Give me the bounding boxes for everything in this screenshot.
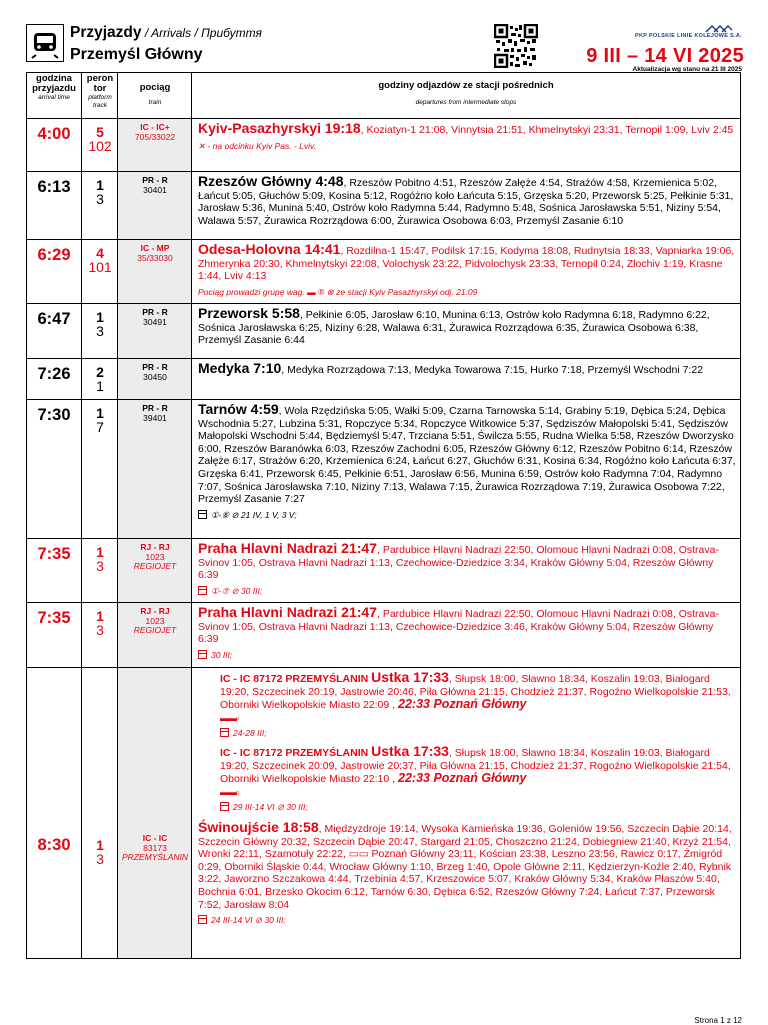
coach-icon: ▬▬▫ <box>220 712 239 723</box>
table-row <box>27 603 740 668</box>
platform-cell <box>81 539 118 602</box>
train-category: PR - R <box>142 403 168 413</box>
track-number: 1 <box>96 378 104 394</box>
row-note-text: ✕ - na odcinku Kyiv Pas. - Lviv. <box>198 140 316 151</box>
route-description <box>192 119 740 154</box>
route-cell <box>191 400 740 538</box>
train-cell <box>117 359 192 399</box>
desc-header-sub: departures from intermediate stops <box>415 99 517 106</box>
row-note <box>198 649 736 662</box>
arrival-time: 7:35 <box>37 609 71 627</box>
arrival-time-cell <box>27 539 81 602</box>
connecting-train-stops: , Słupsk 18:00, Sławno 18:34, Koszalin 19:03, Białogard 19:20, Szczecinek 20:09, Jastrowie 20:37, Piła Główna 21:15, Chodzież 21:37, Rogoźno Wielkopolskie 21:54, Oborniki Wielkopolskie Miasto 22:10 , <box>220 746 731 786</box>
calendar-icon <box>198 510 207 519</box>
row-note-text: 30 III; <box>211 649 233 660</box>
row-note <box>198 509 736 522</box>
route-description <box>192 400 740 523</box>
origin-station: Medyka 7:10 <box>198 360 282 376</box>
train-icon <box>26 24 64 62</box>
train-number: 30450 <box>143 371 167 382</box>
train-name: PRZEMYŚLANIN <box>121 852 189 862</box>
connecting-train-head: IC - IC 87172 PRZEMYŚLANIN <box>220 673 372 685</box>
origin-station: Rzeszów Główny 4:48 <box>198 173 344 189</box>
train-category: PR - R <box>142 175 168 185</box>
origin-station: Świnoujście 18:58 <box>198 818 319 835</box>
train-cell <box>117 400 192 538</box>
train-number: 35/33030 <box>137 252 173 263</box>
row-note <box>198 140 736 153</box>
train-number: 83173 <box>143 842 167 853</box>
train-info <box>118 240 192 263</box>
table-row <box>27 400 740 539</box>
intermediate-stops: , Rozdilna-1 15:47, Podilsk 17:15, Kodyma 18:08, Rudnytsia 18:33, Vapniarka 19:06, Zhmerynka 20:30, Khmelnytskyi 22:08, Volochysk 23:22, Pidvolochysk 23:33, Ternopil 0:24, Zlochiv 1:19, Krasne 1:44, Lviv 4:13 <box>198 245 735 283</box>
table-row <box>27 304 740 359</box>
train-cell <box>117 304 192 358</box>
arrival-time: 4:00 <box>37 125 71 143</box>
train-category: RJ - RJ <box>140 606 170 616</box>
train-category: RJ - RJ <box>140 542 170 552</box>
route-cell <box>191 119 740 171</box>
arrival-time: 6:29 <box>37 246 71 264</box>
origin-station: Przeworsk 5:58 <box>198 305 300 321</box>
train-cell <box>117 119 192 171</box>
desc-header-label: godziny odjazdów ze stacji pośrednich <box>378 80 554 91</box>
route-description <box>192 359 740 379</box>
train-number: 39401 <box>143 412 167 423</box>
platform-header-label: peron tor <box>86 73 114 94</box>
intermediate-stops: , Pardubice Hlavni Nadrazi 22:50, Olomouc Hlavni Nadrazi 0:08, Ostrava-Svinov 1:05, Ostrava Hlavni Nadrazi 1:13, Czechowice-Dziedzice 3:46, Kraków Główny 5:04, Rzeszów Główny 6:39 <box>198 608 719 646</box>
table-row <box>27 359 740 400</box>
calendar-icon <box>220 802 229 811</box>
arrival-time-cell <box>27 668 81 958</box>
coach-icon: ▬▬▫ <box>220 786 239 797</box>
origin-station: Praha Hlavni Nadrazi 21:47 <box>198 604 377 620</box>
arrival-time-cell <box>27 240 81 303</box>
calendar-icon <box>198 586 207 595</box>
connecting-train-head: IC - IC 87172 PRZEMYŚLANIN <box>220 746 372 759</box>
origin-station: Kyiv-Pasazhyrskyi 19:18 <box>198 120 361 136</box>
train-header-label: pociąg <box>139 82 171 93</box>
train-category: PR - R <box>142 362 168 372</box>
row-note-text: Pociąg prowadzi grupę wag. ▬ ® ⊗ ze stacji Kyiv Pasazhyrskyi odj. 21:09 <box>198 286 478 297</box>
arrival-time-cell <box>27 400 81 538</box>
platform-cell <box>81 603 118 667</box>
arrival-time: 7:35 <box>37 545 71 563</box>
train-info <box>118 668 192 863</box>
platform-number: 1 <box>96 177 104 193</box>
calendar-icon <box>198 650 207 659</box>
platform-number: 1 <box>96 309 104 325</box>
platform-cell <box>81 119 118 171</box>
track-number: 3 <box>96 191 104 207</box>
arrival-time: 7:26 <box>37 365 71 383</box>
header-departures <box>191 73 740 118</box>
origin-station: Odesa-Holovna 14:41 <box>198 241 341 257</box>
update-note: Aktualizacja wg stanu na 21 III 2025 <box>632 66 742 73</box>
calendar-icon <box>198 915 207 924</box>
table-header <box>27 73 740 119</box>
route-description <box>192 304 740 349</box>
platform-cell <box>81 240 118 303</box>
train-info <box>118 172 192 195</box>
platform-track <box>82 240 118 274</box>
train-cell <box>117 603 192 667</box>
table-row <box>27 240 740 304</box>
arrival-time-cell <box>27 119 81 171</box>
row-note <box>220 801 736 814</box>
train-number: 30401 <box>143 184 167 195</box>
platform-header-sub: platform track <box>88 94 112 109</box>
train-cell <box>117 172 192 239</box>
station-name: Przemyśl Główny <box>70 46 203 63</box>
connecting-train-sub1 <box>198 670 736 740</box>
table-row <box>27 119 740 172</box>
platform-cell <box>81 400 118 538</box>
train-category: PR - R <box>142 307 168 317</box>
route-description <box>192 240 740 300</box>
platform-number: 1 <box>96 405 104 421</box>
track-number: 3 <box>96 622 104 638</box>
row-note <box>220 727 736 740</box>
arrivals-table <box>26 72 741 959</box>
route-cell <box>191 240 740 303</box>
train-info <box>118 119 192 142</box>
platform-number: 1 <box>96 837 104 853</box>
row-note <box>198 585 736 598</box>
intermediate-stops: , Wola Rzędzińska 5:05, Wałki 5:09, Czarna Tarnowska 5:14, Grabiny 5:19, Dębica 5:24, Dębica Wschodnia 5:27, Lubzina 5:31, Ropczyce 5:34, Ropczyce Witkowice 5:37, Sędziszów Małopolski 5:41, Sędziszów Małopolski Wschodni 5:44, Będziemyśl 5:47, Trzciana 5:51, Świlcza 5:55, Rudna Wielka 5:58, Rzeszów Dworzysko 6:00, Rzeszów Baranówka 6:03, Rzeszów Zachodni 6:05, Rzeszów Główny 6:12, Rzeszów Pobitno 6:14, Rzeszów Załęże 6:17, Strażów 6:20, Krzemienica 6:24, Łańcut 6:27, Głuchów 6:31, Kosina 6:34, Rogóżno koło Łańcuta 6:37, Grzęska 6:41, Przeworsk 6:45, Pełkinie 6:51, Jarosław 6:56, Munina 6:59, Ostrów koło Radymna 7:04, Radymno 7:07, Sośnica Jarosławska 7:10, Niziny 7:13, Walawa 7:15, Żurawica Rozrządowa 7:19, Żurawica Osobowa 7:22, Przemyśl Zasanie 7:27 <box>198 405 736 506</box>
time-header-sub: arrival time <box>38 94 70 101</box>
train-number: 705/33022 <box>134 131 176 142</box>
route-cell <box>191 304 740 358</box>
train-name: REGIOJET <box>133 625 177 635</box>
train-number: 1023 <box>145 551 165 562</box>
table-row <box>27 539 740 603</box>
platform-number: 2 <box>96 364 104 380</box>
track-number: 3 <box>96 558 104 574</box>
validity-period: 9 III – 14 VI 2025 <box>586 45 744 67</box>
intermediate-stops: , Rzeszów Pobitno 4:51, Rzeszów Załęże 4:54, Strażów 4:58, Krzemienica 5:02, Łańcut 5:05, Głuchów 5:09, Kosina 5:12, Rogóżno koło Łańcuta 5:15, Grzęska 5:20, Przeworsk 5:25, Pełkinie 5:31, Jarosław 5:36, Munina 5:40, Ostrów koło Radymna 5:44, Radymno 5:48, Sośnica Jarosławska 5:51, Niziny 5:54, Walawa 5:57, Żurawica Rozrządowa 6:00, Żurawica Osobowa 6:03, Przemyśl Zasanie 6:10 <box>198 177 734 227</box>
origin-station: Tarnów 4:59 <box>198 401 279 417</box>
track-number: 3 <box>96 323 104 339</box>
train-category: IC - MP <box>140 243 170 253</box>
carrier-name: PKP POLSKIE LINIE KOLEJOWE S.A. <box>635 33 742 39</box>
arrival-time-cell <box>27 359 81 399</box>
train-cell <box>117 539 192 602</box>
row-note-text: 24 III-14 VI ⊘ 30 III; <box>211 915 286 926</box>
train-number: 30491 <box>143 316 167 327</box>
row-note-text: ①-⑥ ⊘ 21 IV, 1 V, 3 V; <box>211 509 297 520</box>
train-name: REGIOJET <box>133 561 177 571</box>
table-row <box>27 172 740 240</box>
through-train-route <box>198 820 736 927</box>
time-header-label: godzina przyjazdu <box>32 73 76 94</box>
platform-track <box>82 539 118 573</box>
connecting-train-origin: Ustka 17:33 <box>371 669 449 685</box>
table-row <box>27 668 740 958</box>
platform-cell <box>81 172 118 239</box>
arrival-time-cell <box>27 172 81 239</box>
platform-track <box>82 603 118 637</box>
route-cell <box>191 539 740 602</box>
train-info <box>118 304 192 327</box>
intermediate-stops: , Pardubice Hlavni Nadrazi 22:50, Olomouc Hlavni Nadrazi 0:08, Ostrava-Svinov 1:05, Ostrava Hlavni Nadrazi 1:13, Czechowice-Dziedzice 3:34, Kraków Główny 5:04, Rzeszów Główny 6:39 <box>198 544 719 582</box>
platform-cell <box>81 359 118 399</box>
route-cell <box>191 603 740 667</box>
arrival-time-cell <box>27 603 81 667</box>
header-train <box>117 73 192 118</box>
route-cell <box>191 172 740 239</box>
arrival-time-cell <box>27 304 81 358</box>
platform-track <box>82 172 118 206</box>
train-cell <box>117 668 192 958</box>
platform-track <box>82 359 118 393</box>
page-title <box>70 24 262 42</box>
train-category: IC - IC+ <box>140 122 170 132</box>
header-platform <box>81 73 118 118</box>
connecting-train-sub2 <box>198 744 736 814</box>
intermediate-stops: , Medyka Rozrządowa 7:13, Medyka Towarowa 7:15, Hurko 7:18, Przemyśl Wschodni 7:22 <box>281 364 704 376</box>
qr-code-icon[interactable] <box>494 24 538 68</box>
track-number: 101 <box>88 259 112 275</box>
title-text: Przyjazdy <box>70 24 142 41</box>
route-description <box>192 172 740 229</box>
row-note <box>198 914 736 927</box>
origin-station: Praha Hlavni Nadrazi 21:47 <box>198 540 377 556</box>
platform-track <box>82 400 118 434</box>
row-note <box>198 286 736 299</box>
arrival-time: 6:13 <box>37 178 71 196</box>
train-cell <box>117 240 192 303</box>
row-note-text: 29 III-14 VI ⊘ 30 III; <box>233 802 308 813</box>
platform-track <box>82 304 118 338</box>
train-info <box>118 539 192 572</box>
page-number: Strona 1 z 12 <box>694 1016 742 1025</box>
intermediate-stops: , Międzyzdroje 19:14, Wysoka Kamieńska 19:36, Goleniów 19:56, Szczecin Dąbie 20:14, Szczecin Główny 20:32, Szczecin Dąbie 20:47, Stargard 21:05, Choszczno 21:24, Dobiegniew 21:40, Krzyż 21:54, Wronki 22:11, Szamotuły 22:22, ▭▭ Poznań Główny 23:11, Kościan 23:38, Leszno 23:56, Rawicz 0:17, Żmigród 0:29, Oborniki Śląskie 0:44, Wrocław Główny 1:10, Brzeg 1:40, Opole Główne 2:11, Kędzierzyn-Koźle 2:40, Rybnik 3:22, Jaworzno Szczakowa 4:44, Trzebinia 4:57, Krzeszowice 5:07, Kraków Główny 5:34, Kraków Płaszów 5:40, Bochnia 6:01, Brzesko Okocim 6:12, Tarnów 6:30, Dębica 6:52, Rzeszów Główny 7:24, Łańcut 7:37, Przeworsk 7:52, Jarosław 8:04 <box>198 822 732 911</box>
platform-number: 5 <box>96 124 104 140</box>
platform-cell <box>81 304 118 358</box>
route-cell <box>191 359 740 399</box>
train-info <box>118 603 192 636</box>
connecting-train-stops: , Słupsk 18:00, Sławno 18:34, Koszalin 19:03, Białogard 19:20, Szczecinek 20:19, Jastrowie 20:46, Piła Główna 21:15, Chodzież 21:37, Rogoźno Wielkopolskie 21:53, Oborniki Wielkopolskie Miasto 22:09 , <box>220 673 731 712</box>
train-info <box>118 359 192 382</box>
connecting-train-final: 22:33 Poznań Główny <box>398 771 527 786</box>
rows-container <box>27 119 740 958</box>
platform-track <box>82 119 118 153</box>
route-description <box>192 668 740 929</box>
route-cell <box>191 668 740 958</box>
row-note-text: 24-28 III; <box>233 728 267 739</box>
arrival-time: 7:30 <box>37 406 71 424</box>
page-header <box>0 0 768 80</box>
track-number: 3 <box>96 851 104 867</box>
train-category: IC - IC <box>142 833 168 843</box>
calendar-icon <box>220 728 229 737</box>
arrival-time: 6:47 <box>37 310 71 328</box>
train-number: 1023 <box>145 615 165 626</box>
train-info <box>118 400 192 423</box>
platform-number: 1 <box>96 544 104 560</box>
train-header-sub: train <box>148 99 162 106</box>
connecting-train-origin: Ustka 17:33 <box>371 742 449 759</box>
platform-number: 1 <box>96 608 104 624</box>
title-subtitle: / Arrivals / Прибуття <box>141 26 262 40</box>
route-description <box>192 539 740 599</box>
route-description <box>192 603 740 663</box>
platform-number: 4 <box>96 245 104 261</box>
row-note-text: ①-⑦ ⊘ 30 III; <box>211 585 263 596</box>
intermediate-stops: , Pełkinie 6:05, Jarosław 6:10, Munina 6:13, Ostrów koło Radymna 6:18, Radymno 6:22, Sośnica Jarosławska 6:25, Niziny 6:28, Walawa 6:31, Żurawica Rozrządowa 6:35, Żurawica Osobowa 6:38, Przemyśl Zasanie 6:44 <box>198 309 710 347</box>
platform-cell <box>81 668 118 958</box>
track-number: 102 <box>88 138 112 154</box>
header-arrival-time <box>27 73 81 118</box>
platform-track <box>82 668 118 866</box>
intermediate-stops: , Koziatyn-1 21:08, Vinnytsia 21:51, Khmelnytskyi 23:31, Ternopil 1:09, Lviv 2:45 <box>360 124 734 136</box>
connecting-train-final: 22:33 Poznań Główny <box>398 697 527 712</box>
arrival-time: 8:30 <box>37 836 71 854</box>
track-number: 7 <box>96 419 104 435</box>
